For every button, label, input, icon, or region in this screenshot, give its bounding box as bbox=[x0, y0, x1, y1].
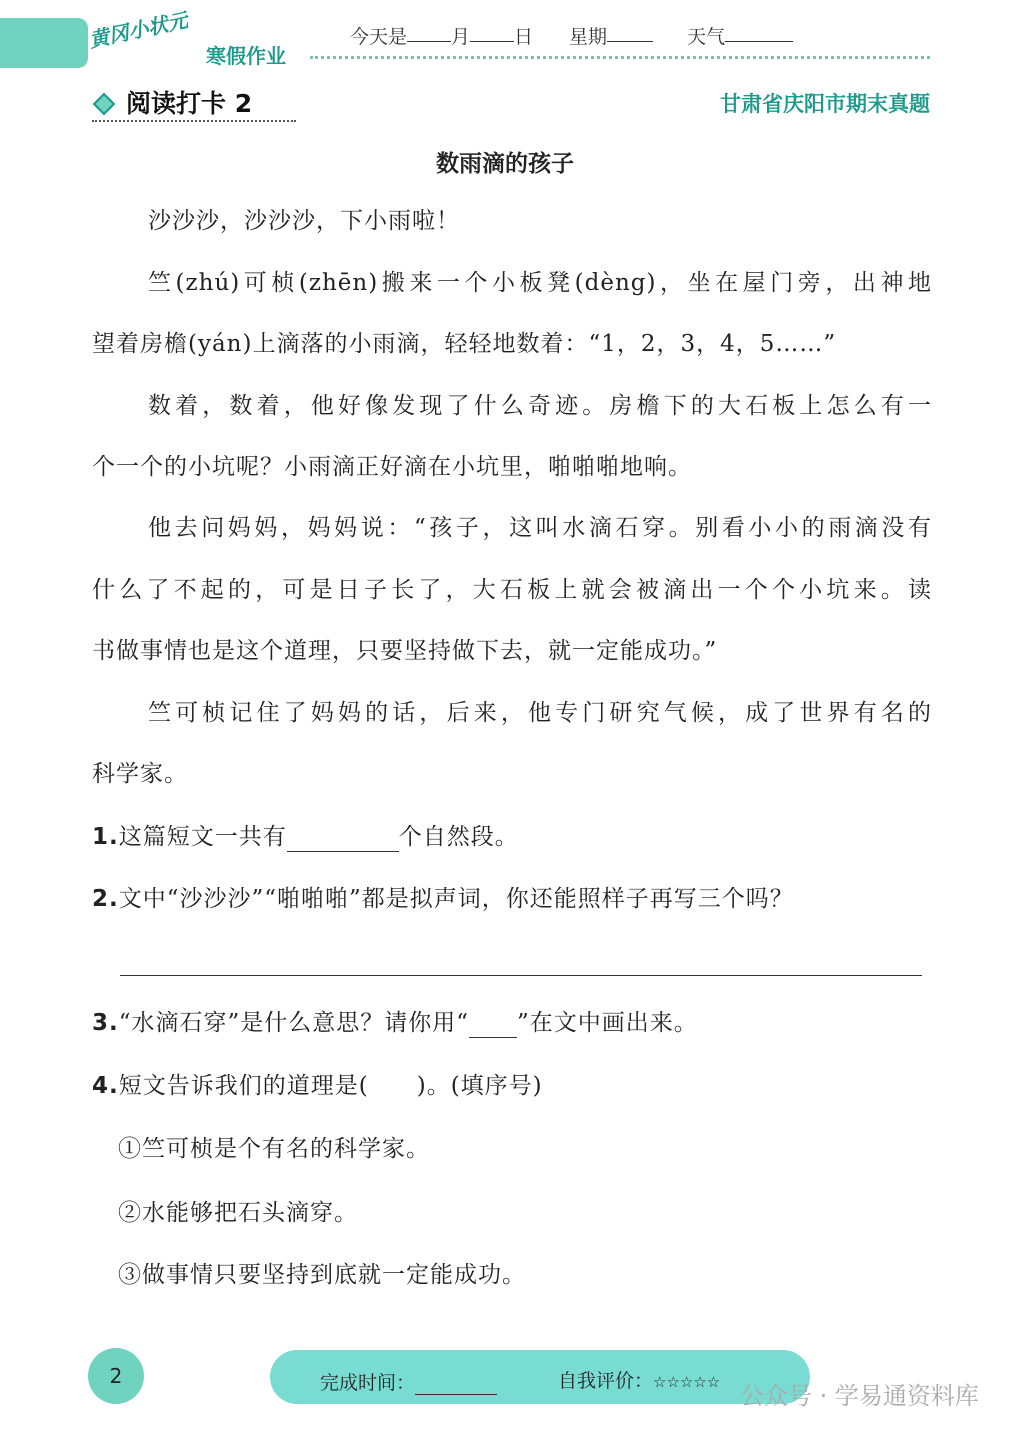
watermark: 公众号 · 学易通资料库 bbox=[740, 1382, 979, 1410]
month-blank[interactable] bbox=[407, 22, 451, 42]
option-1: ①竺可桢是个有名的科学家。 bbox=[118, 1136, 430, 1162]
article-line: 沙沙沙，沙沙沙，下小雨啦！ bbox=[148, 208, 460, 234]
question-text: 个自然段。 bbox=[398, 824, 519, 850]
article-line: 数着，数着，他好像发现了什么奇迹。房檐下的大石板上怎么有一 bbox=[148, 393, 932, 419]
dotted-divider bbox=[310, 56, 930, 59]
time-label: 完成时间： bbox=[320, 1372, 416, 1394]
article-line: 他去问妈妈，妈妈说：“孩子，这叫水滴石穿。别看小小的雨滴没有 bbox=[148, 515, 932, 541]
weekday-blank[interactable] bbox=[607, 22, 653, 42]
article-line: 科学家。 bbox=[92, 761, 188, 787]
article-line: 竺(zhú)可桢(zhēn)搬来一个小板凳(dèng)，坐在屋门旁，出神地 bbox=[148, 270, 932, 296]
source-label: 甘肃省庆阳市期末真题 bbox=[720, 92, 930, 116]
answer-line[interactable] bbox=[120, 975, 922, 976]
question-number: 1. bbox=[92, 824, 119, 850]
question-4 bbox=[92, 1071, 543, 1101]
question-text: ”在文中画出来。 bbox=[517, 1010, 698, 1036]
header-tab bbox=[0, 18, 88, 68]
wavy-underline bbox=[92, 114, 296, 122]
question-text: “水滴石穿”是什么意思？请你用“ bbox=[118, 1010, 470, 1036]
article-line: 个一个的小坑呢？小雨滴正好滴在小坑里，啪啪啪地响。 bbox=[92, 454, 692, 480]
question-number: 2. bbox=[92, 886, 119, 912]
page-number: 2 bbox=[88, 1348, 144, 1404]
self-rating bbox=[558, 1366, 720, 1393]
question-text: 短文告诉我们的道理是( )。(填序号) bbox=[118, 1073, 543, 1099]
date-line bbox=[350, 22, 793, 49]
weather-label: 天气 bbox=[687, 26, 726, 48]
question-1 bbox=[92, 822, 519, 852]
today-label: 今天是 bbox=[350, 26, 408, 48]
question-3 bbox=[92, 1008, 698, 1038]
article-line: 什么了不起的，可是日子长了，大石板上就会被滴出一个个小坑来。读 bbox=[92, 577, 932, 603]
brand-logo: 黄冈小状元 bbox=[86, 7, 190, 53]
section-title-text: 阅读打卡 2 bbox=[126, 89, 253, 118]
underline-sample bbox=[469, 1012, 517, 1038]
article-line: 望着房檐(yán)上滴落的小雨滴，轻轻地数着：“1，2，3，4，5……” bbox=[92, 331, 837, 357]
day-label: 日 bbox=[514, 26, 534, 48]
diamond-icon bbox=[93, 92, 116, 115]
question-text: 文中“沙沙沙”“啪啪啪”都是拟声词，你还能照样子再写三个吗？ bbox=[118, 886, 794, 912]
series-title: 寒假作业 bbox=[206, 44, 286, 68]
article-title: 数雨滴的孩子 bbox=[436, 151, 574, 177]
option-3: ③做事情只要坚持到底就一定能成功。 bbox=[118, 1262, 526, 1288]
question-text: 这篇短文一共有 bbox=[118, 824, 287, 850]
answer-blank[interactable] bbox=[287, 826, 399, 852]
option-2: ②水能够把石头滴穿。 bbox=[118, 1200, 358, 1226]
question-number: 3. bbox=[92, 1010, 119, 1036]
question-number: 4. bbox=[92, 1073, 119, 1099]
time-blank[interactable] bbox=[415, 1375, 497, 1395]
completion-time bbox=[320, 1368, 497, 1395]
day-blank[interactable] bbox=[470, 22, 514, 42]
star-icons[interactable]: ☆☆☆☆☆ bbox=[653, 1373, 721, 1391]
question-2 bbox=[92, 884, 794, 914]
rating-label: 自我评价： bbox=[558, 1370, 654, 1392]
article-line: 竺可桢记住了妈妈的话，后来，他专门研究气候，成了世界有名的 bbox=[148, 700, 932, 726]
weather-blank[interactable] bbox=[725, 22, 793, 42]
article-line: 书做事情也是这个道理，只要坚持做下去，就一定能成功。” bbox=[92, 638, 718, 664]
weekday-label: 星期 bbox=[569, 26, 608, 48]
month-label: 月 bbox=[451, 26, 471, 48]
